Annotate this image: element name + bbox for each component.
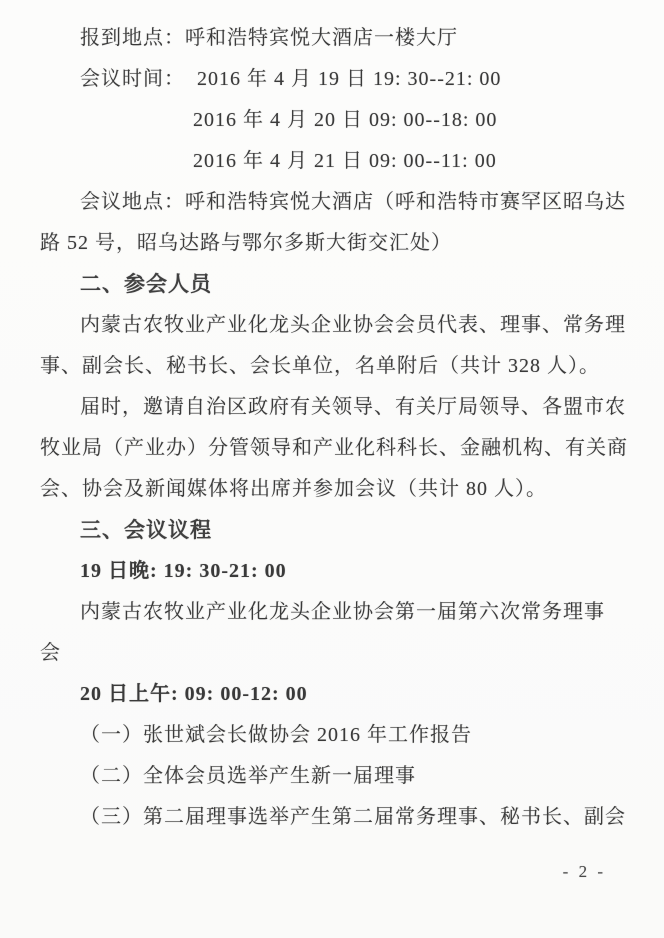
line-invitees-2: 牧业局（产业办）分管领导和产业化科科长、金融机构、有关商 — [40, 437, 628, 459]
line-agenda-item-2: （二）全体会员选举产生新一届理事 — [80, 765, 416, 787]
line-agenda-evening19-item-2: 会 — [40, 642, 61, 664]
line-invitees-1: 届时，邀请自治区政府有关领导、有关厅局领导、各盟市农 — [80, 396, 626, 418]
line-invitees-3: 会、协会及新闻媒体将出席并参加会议（共计 80 人）。 — [40, 478, 547, 500]
line-agenda-item-3: （三）第二届理事选举产生第二届常务理事、秘书长、副会 — [80, 806, 626, 828]
line-meeting-time-day2: 2016 年 4 月 20 日 09: 00--18: 00 — [193, 109, 498, 131]
line-participants-2: 事、副会长、秘书长、会长单位，名单附后（共计 328 人）。 — [40, 355, 600, 377]
line-meeting-time-day3: 2016 年 4 月 21 日 09: 00--11: 00 — [193, 150, 497, 172]
section-heading-agenda: 三、会议议程 — [80, 519, 212, 542]
line-checkin-location: 报到地点：呼和浩特宾悦大酒店一楼大厅 — [80, 27, 458, 49]
document-body — [40, 18, 634, 882]
line-agenda-evening19-item-1: 内蒙古农牧业产业化龙头企业协会第一届第六次常务理事 — [80, 601, 605, 623]
line-meeting-time-day1: 会议时间： 2016 年 4 月 19 日 19: 30--21: 00 — [80, 68, 502, 90]
line-meeting-location-2: 路 52 号，昭乌达路与鄂尔多斯大街交汇处） — [40, 232, 452, 254]
section-heading-participants: 二、参会人员 — [80, 273, 212, 296]
line-participants-1: 内蒙古农牧业产业化龙头企业协会会员代表、理事、常务理 — [80, 314, 626, 336]
line-agenda-item-1: （一）张世斌会长做协会 2016 年工作报告 — [80, 724, 472, 746]
line-agenda-morning20-time: 20 日上午: 09: 00-12: 00 — [80, 683, 308, 705]
page-number: - 2 - — [562, 862, 606, 881]
line-agenda-evening19-time: 19 日晚: 19: 30-21: 00 — [80, 560, 287, 582]
line-meeting-location-1: 会议地点：呼和浩特宾悦大酒店（呼和浩特市赛罕区昭乌达 — [80, 191, 626, 213]
